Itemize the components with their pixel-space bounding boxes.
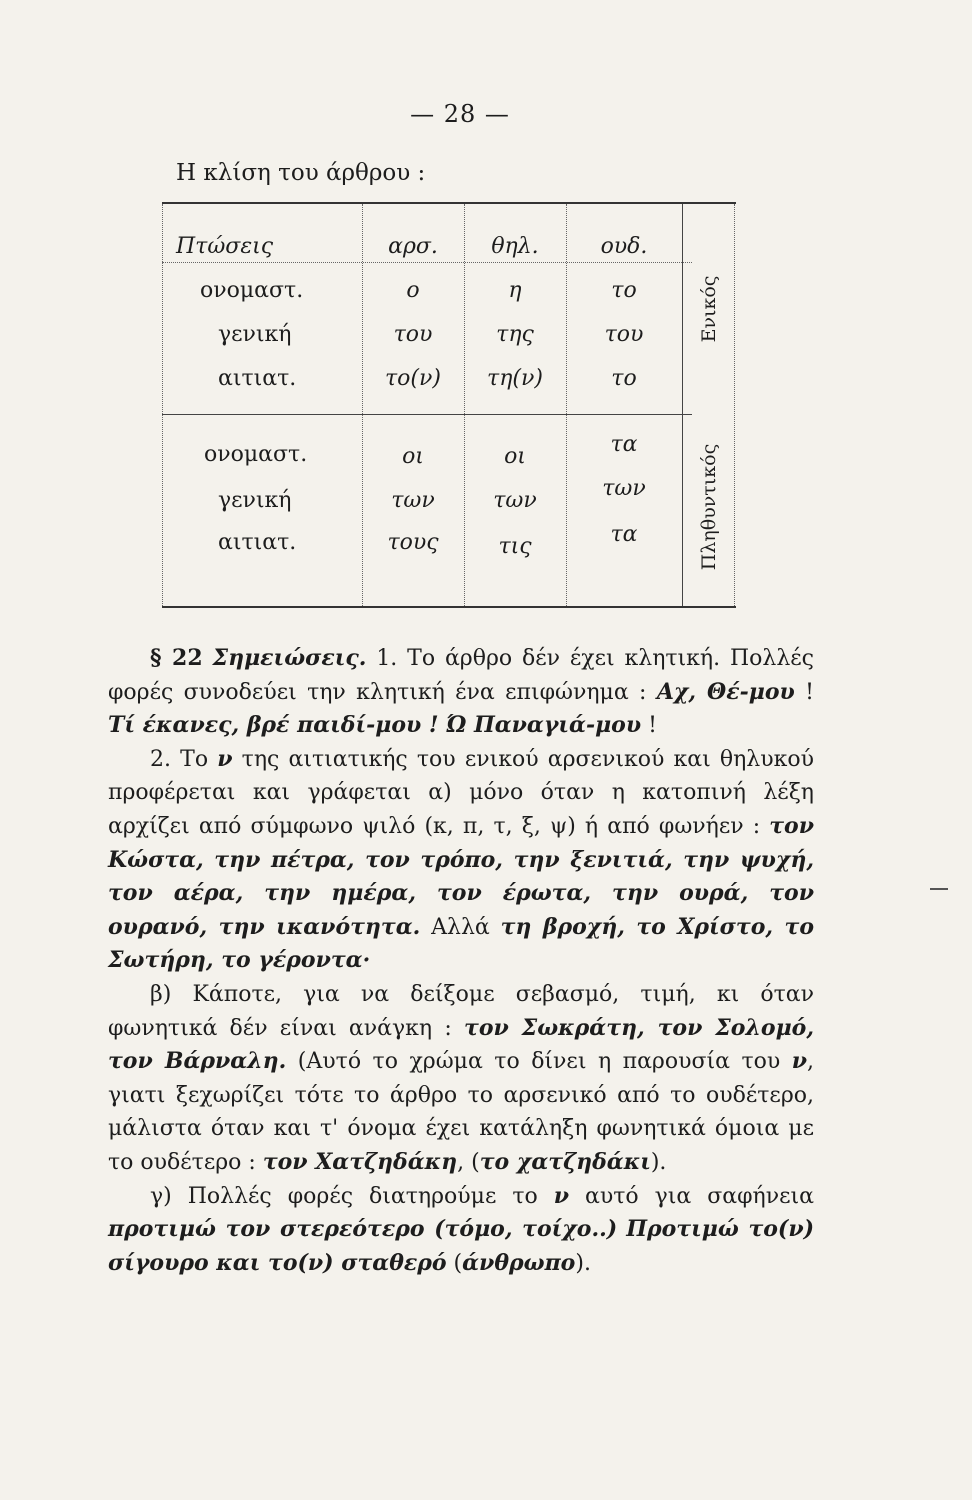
text-run: , ( xyxy=(457,1149,480,1175)
plural-feminine: οι xyxy=(504,444,526,469)
text-run: ! xyxy=(794,679,814,705)
example-run: τον Κώστα, την πέτρα, τον τρόπο, την ξενιτιά, την ψυχή, τον αέρα, την ημέρα, τον έρωτα, την ουρά, τον ουρανό, την ικανότητα. xyxy=(108,812,814,940)
text-run: β) Κάποτε, για να δείξομε σεβασμό, τιμή, κι όταν φωνητικά δέν είναι ανάγκη : xyxy=(108,981,814,1041)
plural-feminine: των xyxy=(493,488,537,513)
plural-neuter: των xyxy=(602,476,646,501)
example-run: Τί έκανες, βρέ παιδί-μου ! Ώ Παναγιά-μου xyxy=(108,712,642,739)
text-run: 2. Το xyxy=(150,746,218,772)
header-neuter: ουδ. xyxy=(600,234,648,259)
text-run xyxy=(617,1217,626,1242)
margin-mark xyxy=(930,888,948,890)
plural-masculine: των xyxy=(391,488,435,513)
text-run: ). xyxy=(650,1149,667,1175)
plural-feminine: τις xyxy=(498,534,532,559)
text-run: (Αυτό το χρώμα το δίνει η παρουσία του xyxy=(286,1049,792,1075)
text-run: Αλλά xyxy=(420,914,501,940)
example-run: τη βροχή, το Χρίστο, το Σωτήρη, το γέροντα· xyxy=(108,913,814,974)
singular-feminine: η xyxy=(508,278,522,303)
example-run: άνθρωπο xyxy=(462,1249,576,1276)
note-paragraph-3 xyxy=(108,978,814,1180)
header-cases: Πτώσεις xyxy=(176,234,274,259)
section-number: § 22 xyxy=(150,645,203,671)
singular-masculine: του xyxy=(393,322,433,347)
section-divider xyxy=(162,414,692,415)
singular-neuter: το xyxy=(611,278,637,303)
example-run: Προτιμώ το(ν) σίγουρο και το(ν) σταθερό xyxy=(108,1216,815,1276)
singular-case-label: ονομαστ. xyxy=(200,278,304,303)
plural-neuter: τα xyxy=(610,432,638,457)
text-run: αυτό για σαφήνεια xyxy=(569,1183,814,1209)
plural-side-label: Πληθυντικός xyxy=(698,443,720,571)
plural-masculine: τους xyxy=(387,530,439,555)
plural-masculine: οι xyxy=(402,444,424,469)
singular-neuter: του xyxy=(604,322,644,347)
singular-side-label: Ενικός xyxy=(698,275,720,343)
page-number: — 28 — xyxy=(410,100,510,128)
text-run: ( xyxy=(446,1250,463,1276)
column-divider xyxy=(734,204,735,606)
singular-feminine: της xyxy=(496,322,534,347)
singular-masculine: ο xyxy=(406,278,420,303)
note-paragraph-2 xyxy=(108,743,814,978)
singular-neuter: το xyxy=(611,366,637,391)
table-title: Η κλίση του άρθρου : xyxy=(176,160,426,186)
example-run: ν xyxy=(553,1182,570,1209)
note-paragraph-4 xyxy=(108,1180,814,1281)
example-run: ν xyxy=(217,745,233,772)
header-divider xyxy=(162,262,692,263)
example-run: τον Χατζηδάκη xyxy=(262,1148,458,1175)
text-run: 1. Το άρθρο δέν έχει κλητική. Πολλές φορές συνοδεύει την κλητική ένα επιφώνημα : xyxy=(108,646,815,705)
column-divider xyxy=(682,204,683,606)
text-run: ! xyxy=(641,713,657,739)
section-heading: Σημειώσεις. xyxy=(212,645,367,671)
example-run: ν xyxy=(791,1048,807,1075)
plural-case-label: ονομαστ. xyxy=(204,442,308,467)
example-run: τον Σωκράτη, τον Σολομό, τον Βάρναλη. xyxy=(108,1014,815,1075)
singular-case-label: αιτιατ. xyxy=(218,366,297,391)
note-paragraph-1 xyxy=(108,642,814,743)
example-run: Αχ, Θέ-μου xyxy=(656,678,795,705)
example-run: προτιμώ τον στερεότερο (τόμο, τοίχο..) xyxy=(108,1216,618,1243)
text-run: , γιατι ξεχωρίζει τότε το άρθρο το αρσενικό από το ουδέτερο, μάλιστα όταν και τ' όνομα έχει κατάληξη φωνητικά όμοια με το ουδέτερο : xyxy=(108,1049,814,1175)
singular-case-label: γενική xyxy=(218,322,292,347)
text-run: ). xyxy=(575,1250,591,1276)
plural-case-label: γενική xyxy=(218,488,292,513)
plural-neuter: τα xyxy=(610,522,638,547)
notes-section xyxy=(108,642,814,1280)
column-divider xyxy=(162,204,163,606)
singular-masculine: το(ν) xyxy=(385,366,441,391)
text-run: γ) Πολλές φορές διατηρούμε το xyxy=(150,1183,554,1209)
singular-feminine: τη(ν) xyxy=(487,366,543,391)
header-masculine: αρσ. xyxy=(388,234,438,259)
plural-case-label: αιτιατ. xyxy=(218,530,297,555)
header-feminine: θηλ. xyxy=(491,234,539,259)
example-run: το χατζηδάκι xyxy=(479,1148,651,1175)
declension-table xyxy=(162,202,736,608)
text-run: της αιτιατικής του ενικού αρσενικού και θηλυκού προφέρεται και γράφεται α) μόνο όταν η κατοπινή λέξη αρχίζει από σύμφωνο ψιλό (κ, π, τ, ξ, ψ) ή από φωνήεν : xyxy=(108,746,814,839)
